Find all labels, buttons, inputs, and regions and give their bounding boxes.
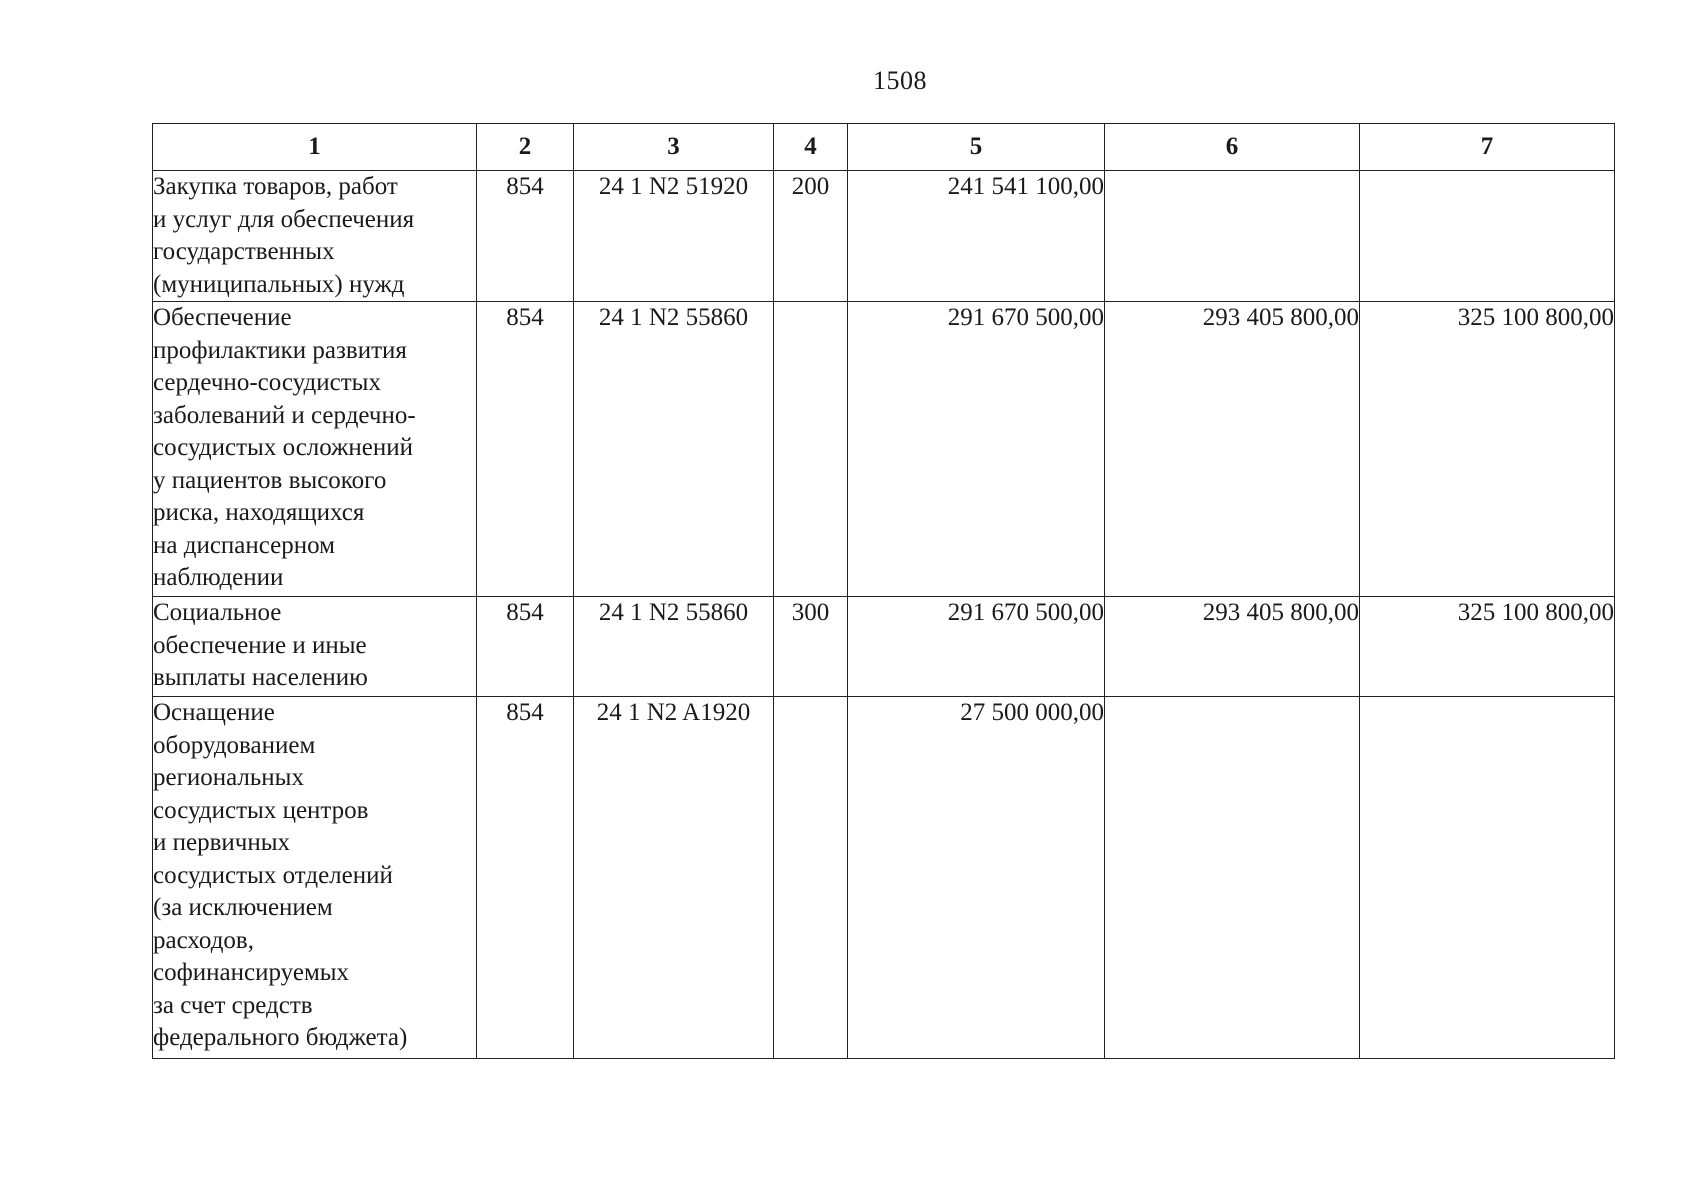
row-name-line: (муниципальных) нужд <box>153 270 405 298</box>
row-name-line: расходов, <box>153 926 254 954</box>
row-name-line: профилактики развития <box>153 336 407 364</box>
row-col6-cell <box>1105 697 1360 1059</box>
row-name-line: сосудистых осложнений <box>153 434 414 461</box>
row-name-line: и первичных <box>153 829 291 856</box>
row-name-cell <box>153 597 477 697</box>
table-row <box>153 302 1615 597</box>
header-col-3: 3 <box>574 124 774 171</box>
row-name-line: и услуг для обеспечения <box>153 205 415 233</box>
row-name-line: (за исключением <box>153 894 333 921</box>
row-col4-cell: 300 <box>774 597 848 697</box>
row-name-line: за счет средств <box>153 991 313 1019</box>
row-col3-cell: 24 1 N2 55860 <box>574 302 774 597</box>
row-col3-cell: 24 1 N2 51920 <box>574 171 774 302</box>
header-col-4: 4 <box>774 124 848 171</box>
row-col6-cell: 293 405 800,00 <box>1105 597 1360 697</box>
row-col2-cell: 854 <box>477 697 574 1059</box>
header-col-5: 5 <box>848 124 1105 171</box>
table-body <box>153 171 1615 1059</box>
table-header <box>153 124 1615 171</box>
row-col5-cell: 291 670 500,00 <box>848 597 1105 697</box>
row-name-line: государственных <box>153 238 335 265</box>
row-col2-cell: 854 <box>477 302 574 597</box>
table-row <box>153 697 1615 1059</box>
table-row <box>153 171 1615 302</box>
row-name-line: сердечно-сосудистых <box>153 369 381 396</box>
row-col2-cell: 854 <box>477 171 574 302</box>
row-name-line: федерального бюджета) <box>153 1024 408 1051</box>
row-name-line: сосудистых отделений <box>153 861 393 889</box>
row-name-line: наблюдении <box>153 564 284 591</box>
row-name-line: региональных <box>153 764 304 791</box>
row-name-line: заболеваний и сердечно- <box>153 401 416 429</box>
row-col5-cell: 27 500 000,00 <box>848 697 1105 1059</box>
row-col7-cell: 325 100 800,00 <box>1360 302 1615 597</box>
row-col4-cell <box>774 302 848 597</box>
row-col5-cell: 291 670 500,00 <box>848 302 1105 597</box>
row-name-cell <box>153 302 477 597</box>
row-name-line: оборудованием <box>153 731 316 759</box>
row-name-line: у пациентов высокого <box>153 466 387 494</box>
row-col6-cell <box>1105 171 1360 302</box>
row-name-line: Обеспечение <box>153 304 292 331</box>
row-name-line: риска, находящихся <box>153 499 365 526</box>
row-name-cell <box>153 171 477 302</box>
row-name-line: Закупка товаров, работ <box>153 173 398 200</box>
header-col-6: 6 <box>1105 124 1360 171</box>
table-row <box>153 597 1615 697</box>
row-col4-cell: 200 <box>774 171 848 302</box>
row-name-cell <box>153 697 477 1059</box>
header-row <box>153 124 1615 171</box>
row-name-line: Социальное <box>153 599 282 626</box>
budget-table <box>152 123 1615 1059</box>
header-col-7: 7 <box>1360 124 1615 171</box>
row-name-line: сосудистых центров <box>153 796 369 824</box>
row-name-line: на диспансерном <box>153 531 335 559</box>
row-col7-cell <box>1360 171 1615 302</box>
page-number: 1508 <box>873 66 927 95</box>
row-name-line: софинансируемых <box>153 959 350 986</box>
row-col5-cell: 241 541 100,00 <box>848 171 1105 302</box>
row-name-line: Оснащение <box>153 699 275 726</box>
row-col7-cell: 325 100 800,00 <box>1360 597 1615 697</box>
header-col-2: 2 <box>477 124 574 171</box>
header-col-1: 1 <box>153 124 477 171</box>
row-col7-cell <box>1360 697 1615 1059</box>
row-col4-cell <box>774 697 848 1059</box>
row-name-line: выплаты населению <box>153 664 368 691</box>
row-name-line: обеспечение и иные <box>153 631 367 659</box>
row-col3-cell: 24 1 N2 A1920 <box>574 697 774 1059</box>
row-col2-cell: 854 <box>477 597 574 697</box>
row-col3-cell: 24 1 N2 55860 <box>574 597 774 697</box>
row-col6-cell: 293 405 800,00 <box>1105 302 1360 597</box>
